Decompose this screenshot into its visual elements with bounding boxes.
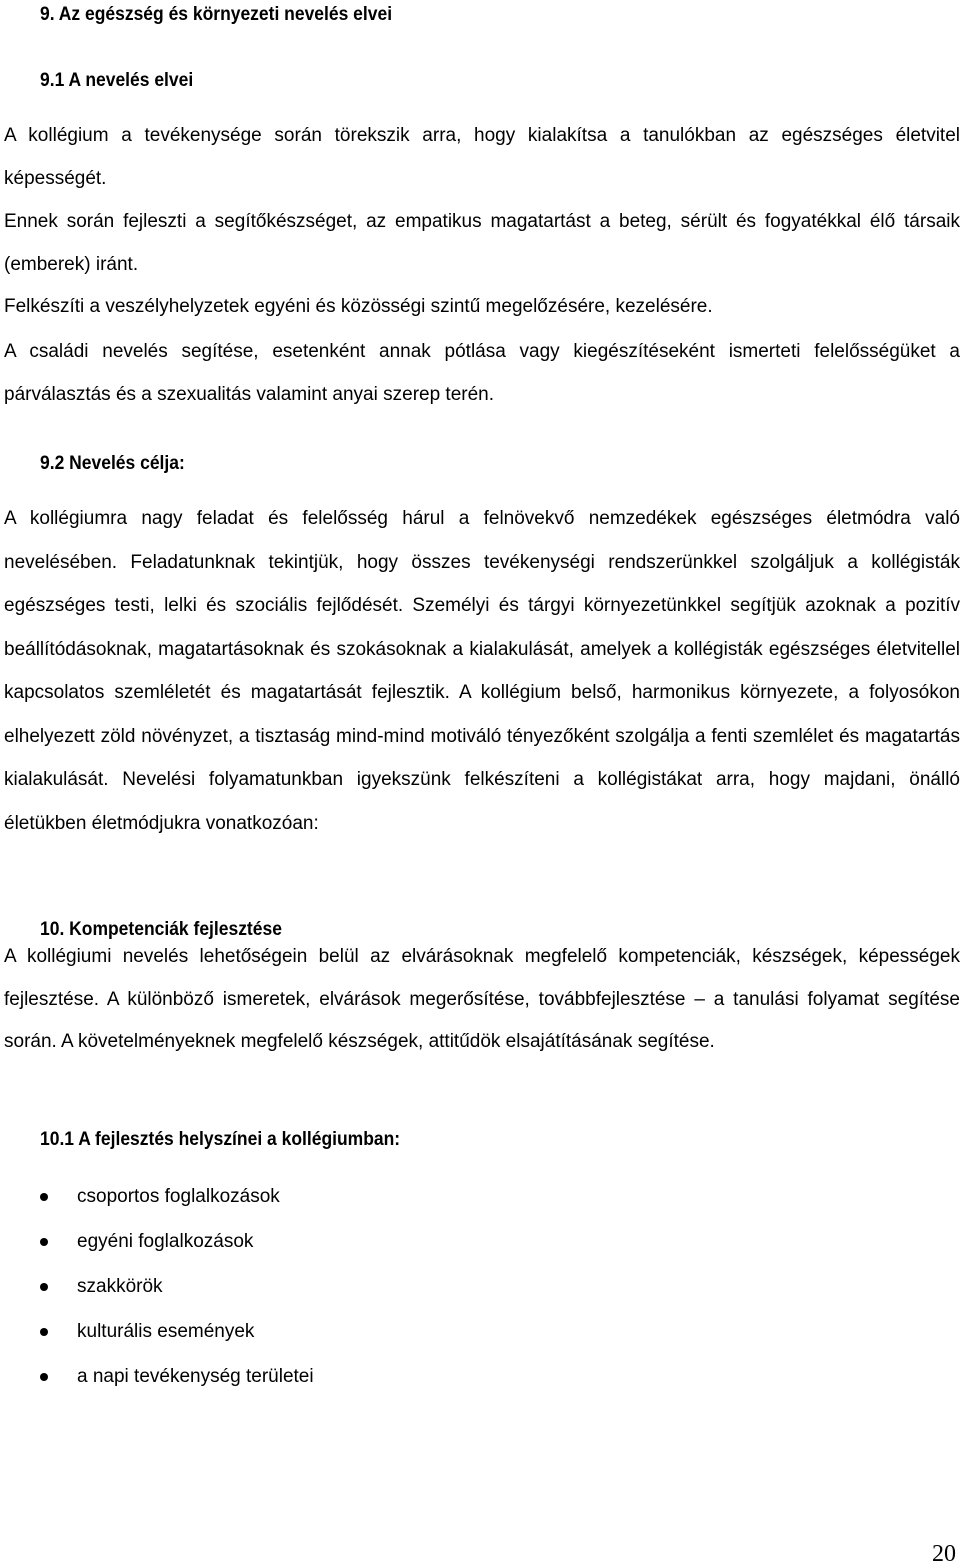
list-item: [40, 1315, 314, 1360]
bullet-icon: [40, 1238, 48, 1246]
list-item-label: kulturális események: [77, 1321, 255, 1342]
paragraph-segitokeszseg: Ennek során fejleszti a segítőkészséget, az empatikus magatartást a beteg, sérült és fogyatékkal élő társaik (emberek) iránt.: [4, 211, 960, 275]
paragraph-neveles-celja: A kollégiumra nagy feladat és felelősség hárul a felnövekvő nemzedékek egészséges életmódra való nevelésében. Feladatunknak tekintjük, hogy összes tevékenységi rendszerünkkel szolgáljuk a kollégisták egészséges testi, lelki és szociális fejlődését. Személyi és tárgyi környezetünkkel segítjük azoknak a pozitív beállítódásoknak, magatartásoknak és szokásoknak a kialakulását, amelyek a kollégisták egészséges életvitellel kapcsolatos szemléletét és magatartását fejlesztik. A kollégium belső, harmonikus környezete, a folyosókon elhelyezett zöld növényzet, a tisztaság mind-mind motiváló tényezőként szolgálja a fenti szemlélet és magatartás kialakulását. Nevelési folyamatunkban igyekszünk felkészíteni a kollégistákat arra, hogy majdani, önálló életükben életmódjukra vonatkozóan:: [4, 508, 960, 834]
bullet-icon: [40, 1373, 48, 1381]
list-item: [40, 1270, 314, 1315]
section-9-heading: 9. Az egészség és környezeti nevelés elvei: [40, 4, 393, 25]
list-item-label: a napi tevékenység területei: [77, 1366, 314, 1387]
paragraph-egeszseges-eletvitel: A kollégium a tevékenysége során törekszik arra, hogy kialakítsa a tanulókban az egészséges életvitel képességét.: [4, 125, 960, 189]
bullet-icon: [40, 1193, 48, 1201]
section-9-1-heading: 9.1 A nevelés elvei: [40, 70, 194, 91]
bullet-icon: [40, 1283, 48, 1291]
list-item: [40, 1180, 314, 1225]
list-item-label: csoportos foglalkozások: [77, 1186, 280, 1207]
list-item-label: egyéni foglalkozások: [77, 1231, 254, 1252]
paragraph-kompetenciak: A kollégiumi nevelés lehetőségein belül az elvárásoknak megfelelő kompetenciák, készségek, képességek fejlesztése. A különböző ismeretek, elvárások megerősítése, továbbfejlesztése – a tanulási folyamat segítése során. A követelményeknek megfelelő készségek, attitűdök elsajátításának segítése.: [4, 946, 960, 1052]
page-number: 20: [932, 1541, 956, 1567]
section-10-heading: 10. Kompetenciák fejlesztése: [40, 919, 282, 940]
paragraph-veszelyhelyzetek: Felkészíti a veszélyhelyzetek egyéni és közösségi szintű megelőzésére, kezelésére.: [4, 296, 713, 317]
list-item: [40, 1225, 314, 1270]
section-10-1-heading: 10.1 A fejlesztés helyszínei a kollégiumban:: [40, 1129, 401, 1150]
bullet-icon: [40, 1328, 48, 1336]
list-item-label: szakkörök: [77, 1276, 163, 1297]
fejlesztes-helyszinei-list: [40, 1180, 314, 1405]
paragraph-csaladi-neveles: A családi nevelés segítése, esetenként annak pótlása vagy kiegészítéseként ismerteti felelősségüket a párválasztás és a szexualitás valamint anyai szerep terén.: [4, 341, 960, 405]
section-9-2-heading: 9.2 Nevelés célja:: [40, 453, 185, 474]
list-item: [40, 1360, 314, 1405]
